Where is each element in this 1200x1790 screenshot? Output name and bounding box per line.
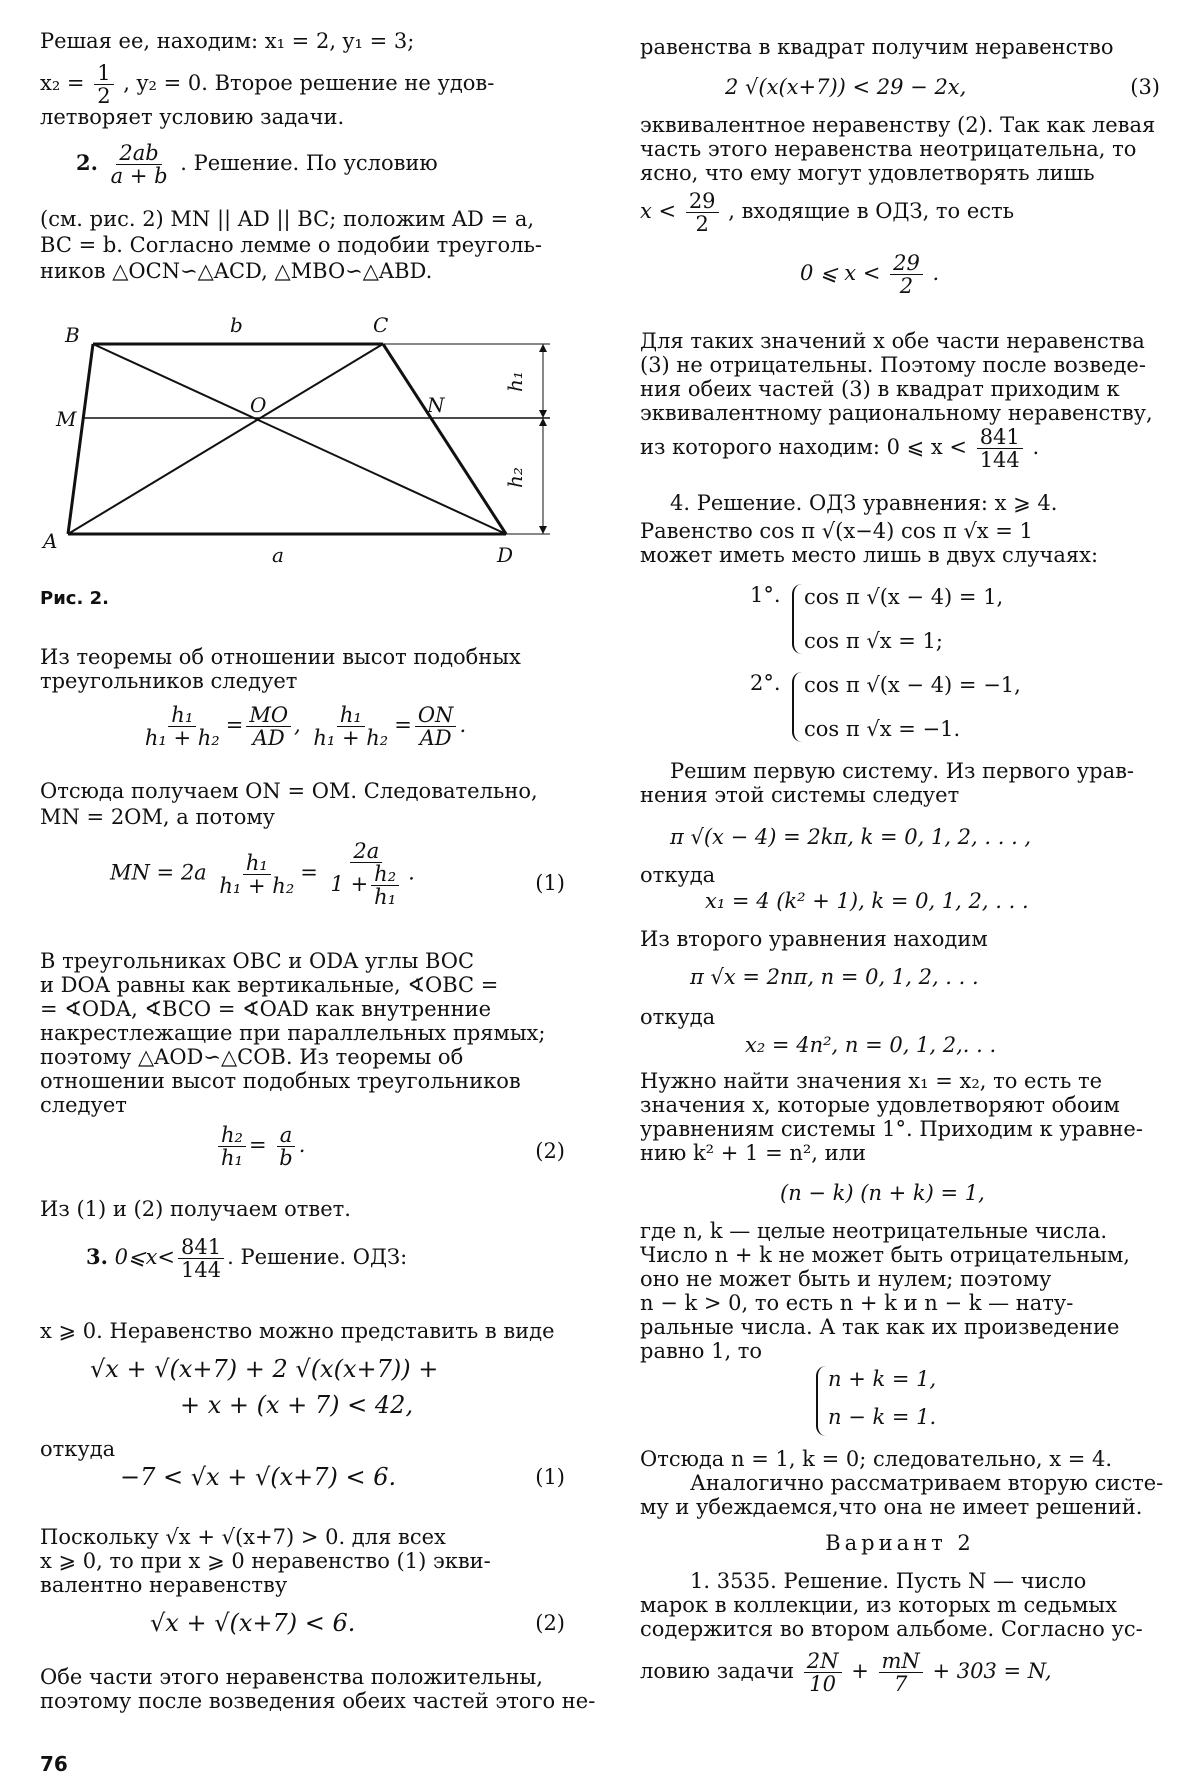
text-line: отношении высот подобных треугольников	[40, 1069, 521, 1093]
figure-2-trapezoid	[40, 300, 565, 570]
denominator: b	[279, 1146, 293, 1171]
system-brace	[792, 584, 804, 654]
text-line: ральные числа. А так как их произведение	[640, 1315, 1120, 1339]
label-b-side: b	[230, 313, 243, 337]
text-span: + 303 = N,	[932, 1659, 1052, 1684]
denominator: 2	[899, 274, 914, 299]
equation-k: π √(x − 4) = 2kπ, k = 0, 1, 2, . . . ,	[670, 825, 1032, 849]
numerator: a	[277, 1124, 296, 1147]
numerator: 2ab	[116, 142, 161, 165]
text-line: Для таких значений x обе части неравенства	[640, 329, 1145, 353]
denominator: h₁ + h₂	[219, 873, 295, 898]
problem-4-heading: 4. Решение. ОДЗ уравнения: x ⩾ 4.	[670, 491, 1058, 515]
text-line: Решим первую систему. Из первого урав-	[670, 759, 1135, 783]
diagonal-ac	[68, 344, 383, 534]
denominator: 10	[809, 1672, 836, 1697]
numerator: 29	[890, 252, 923, 275]
text-line: Решая ее, находим: x₁ = 2, y₁ = 3;	[40, 29, 415, 53]
text-line: n − k > 0, то есть n + k и n − k — нату-	[640, 1291, 1074, 1315]
denominator: a + b	[110, 164, 168, 189]
equation-number: (3)	[1130, 75, 1160, 99]
inequality-3	[725, 74, 1160, 100]
label-m: M	[56, 407, 77, 431]
fraction	[246, 704, 291, 749]
arrow-head	[539, 526, 547, 534]
numerator: 2N	[804, 1650, 842, 1673]
numerator: 841	[178, 1236, 224, 1259]
label-o: O	[250, 393, 267, 417]
label-a-side: a	[272, 543, 284, 567]
denominator: 144	[979, 448, 1020, 473]
equation-number: (1)	[535, 871, 565, 895]
text-line: Отсюда n = 1, k = 0; следовательно, x = 4.	[640, 1447, 1113, 1471]
label-d-vertex: D	[497, 543, 514, 567]
text-span: . Решение. ОДЗ:	[227, 1245, 408, 1270]
system-2-eq-a: cos π √(x − 4) = −1,	[804, 673, 1021, 697]
fraction	[142, 704, 223, 749]
text-line: Нужно найти значения x₁ = x₂, то есть те	[640, 1069, 1103, 1093]
text-line: x ⩾ 0. Неравенство можно представить в виде	[40, 1319, 555, 1343]
text-span: √x + √(x+7) < 6.	[150, 1609, 356, 1637]
text-line: му и убеждаемся,что она не имеет решений.	[640, 1495, 1143, 1519]
fraction	[310, 704, 391, 749]
text-line: поэтому после возведения обеих частей этого не-	[40, 1689, 596, 1713]
fraction	[218, 1124, 246, 1169]
text-line: ясно, что ему могут удовлетворять лишь	[640, 161, 1095, 185]
fraction	[804, 1650, 842, 1695]
text-line: оно не может быть и нулем; поэтому	[640, 1267, 1052, 1291]
text-line: эквивалентному рациональному неравенству,	[640, 401, 1153, 425]
text-span: из которого находим: 0 ⩽ x <	[640, 435, 967, 460]
text-span: 0⩽x<	[114, 1245, 176, 1270]
numerator: mN	[879, 1650, 923, 1673]
equation-number: (2)	[535, 1611, 565, 1635]
text-line: где n, k — целые неотрицательные числа.	[640, 1219, 1108, 1243]
text-span: 1 +	[330, 872, 369, 897]
text-line	[40, 62, 494, 107]
text-span: MN = 2a	[110, 860, 207, 885]
text-span: −7 < √x + √(x+7) < 6.	[120, 1463, 397, 1491]
fraction	[328, 840, 406, 908]
numerator: 29	[686, 190, 719, 213]
text-line: часть этого неравенства неотрицательна, то	[640, 137, 1137, 161]
text-line: (см. рис. 2) MN || AD || BC; положим AD = a,	[40, 207, 535, 231]
system-brace	[792, 672, 804, 742]
system-3-eq-a: n + k = 1,	[828, 1367, 937, 1391]
text-span: 0 ⩽ x <	[800, 261, 881, 286]
inequality-1	[120, 1464, 565, 1490]
text-line: откуда	[40, 1437, 116, 1461]
numerator: ON	[415, 704, 457, 727]
fraction	[415, 704, 457, 749]
system-brace	[816, 1366, 828, 1436]
text-span: , входящие в ОДЗ, то есть	[728, 199, 1015, 224]
text-line: откуда	[640, 1005, 716, 1029]
text-line: уравнениям системы 1°. Приходим к уравне-	[640, 1117, 1143, 1141]
text-line: следует	[40, 1093, 127, 1117]
fraction	[216, 852, 297, 897]
text-span: . Решение. По условию	[180, 151, 438, 176]
figure-caption: Рис. 2.	[40, 588, 109, 609]
equation-number: (1)	[535, 1465, 565, 1489]
text-line	[640, 426, 1039, 471]
arrow-head	[539, 418, 547, 426]
text-line: равенства в квадрат получим неравенство	[640, 35, 1114, 59]
text-span: +	[851, 1659, 869, 1684]
text-line: содержится во втором альбоме. Согласно ус-	[640, 1617, 1143, 1641]
text-line: эквивалентное неравенству (2). Так как левая	[640, 113, 1156, 137]
numerator: h₁	[243, 852, 271, 875]
text-line: x ⩾ 0, то при x ⩾ 0 неравенство (1) экви-	[40, 1549, 491, 1573]
text-line: Обе части этого неравенства положительны,	[40, 1665, 543, 1689]
equation-1: MN = 2a $\frac{\text{h₁}}{\text{h₁ + h₂}}$ = 2a 1 + $\frac{\text{h₂}}{\text{h₁}}$ . (1)	[110, 839, 565, 910]
text-line: поэтому △AOD∽△COB. Из теоремы об	[40, 1045, 464, 1069]
text-line: ния обеих частей (3) в квадрат приходим к	[640, 377, 1120, 401]
label-b-vertex: B	[65, 323, 80, 347]
text-line: Отсюда получаем ON = OM. Следовательно,	[40, 779, 538, 803]
fraction	[879, 1650, 923, 1695]
problem-number: 2.	[76, 150, 98, 176]
equation-number: (2)	[535, 1139, 565, 1163]
problem-3-heading	[40, 1236, 407, 1281]
system-2-eq-b: cos π √x = −1.	[804, 717, 961, 741]
equation-x2: x₂ = 4n², n = 0, 1, 2,. . .	[745, 1033, 997, 1057]
fraction	[890, 252, 923, 297]
system-3-eq-b: n − k = 1.	[828, 1405, 937, 1429]
system-label: 2°.	[750, 671, 781, 695]
text-span: 2 √(x(x+7)) < 29 − 2x,	[725, 75, 967, 99]
equation-expanded-b: + x + (x + 7) < 42,	[180, 1391, 414, 1419]
text-line	[640, 1650, 1052, 1695]
label-c-vertex: C	[373, 313, 389, 337]
equation-expanded-a: √x + √(x+7) + 2 √(x(x+7)) +	[90, 1355, 439, 1383]
label-n: N	[427, 393, 445, 417]
text-line: Равенство cos π √(x−4) cos π √x = 1	[640, 519, 1033, 543]
fraction	[686, 190, 719, 235]
text-span: , y₂ = 0. Второе решение не удов-	[123, 71, 495, 96]
equation-product: (n − k) (n + k) = 1,	[780, 1181, 985, 1205]
text-line: ников △OCN∽△ACD, △MBO∽△ABD.	[40, 259, 433, 283]
system-1-eq-b: cos π √x = 1;	[804, 629, 943, 653]
numerator: h₂	[218, 1124, 246, 1147]
text-line: Из второго уравнения находим	[640, 927, 988, 951]
text-line: Из (1) и (2) получаем ответ.	[40, 1197, 351, 1221]
inequality-domain	[800, 252, 939, 297]
equation-ratios: $\frac{\text{h₁}}{\text{h₁ + h₂}}$ = $\frac{MO}{AD}$ , $\frac{\text{h₁}}{\text{h₁ + h₂}}$ = $\frac{ON}{AD}$ .	[40, 704, 565, 749]
system-1-eq-a: cos π √(x − 4) = 1,	[804, 585, 1004, 609]
denominator: h₁ + h₂	[313, 726, 389, 751]
equation-x1: x₁ = 4 (k² + 1), k = 0, 1, 2, . . .	[705, 889, 1029, 913]
denominator: AD	[252, 726, 285, 751]
system-label: 1°.	[750, 583, 781, 607]
denominator: 144	[181, 1258, 222, 1283]
section-heading-variant-2: Вариант 2	[825, 1531, 975, 1555]
text-line: (3) не отрицательны. Поэтому после возведе-	[640, 353, 1146, 377]
problem-number: 3.	[86, 1244, 108, 1270]
denominator	[328, 863, 406, 908]
denominator: h₁ + h₂	[144, 726, 220, 751]
denominator: h₁	[374, 885, 397, 910]
numerator: h₂	[371, 863, 399, 886]
fraction	[371, 863, 399, 908]
label-h2: h₂	[503, 467, 527, 488]
denominator: 2	[695, 212, 709, 237]
side-ab	[68, 344, 93, 534]
text-line: треугольников следует	[40, 669, 298, 693]
fraction	[977, 426, 1023, 471]
equation-2: $\frac{\text{h₂}}{\text{h₁}}$ = $\frac{a}{b}$ . (2)	[215, 1124, 565, 1169]
text-line: валентно неравенству	[40, 1573, 288, 1597]
equation-n: π √x = 2nπ, n = 0, 1, 2, . . .	[690, 965, 979, 989]
text-line: 1. 3535. Решение. Пусть N — число	[690, 1569, 1087, 1593]
text-line: равно 1, то	[640, 1339, 763, 1363]
fraction	[94, 62, 113, 107]
text-line: MN = 2OM, а потому	[40, 805, 276, 829]
numerator: MO	[246, 704, 291, 727]
label-a-vertex: A	[43, 529, 58, 553]
text-line: Аналогично рассматриваем вторую систе-	[690, 1471, 1164, 1495]
arrow-head	[539, 344, 547, 352]
text-line: BC = b. Согласно лемме о подобии треуголь-	[40, 233, 543, 257]
text-line: Из теоремы об отношении высот подобных	[40, 645, 521, 669]
text-line: = ∢ODA, ∢BCO = ∢OAD как внутренние	[40, 997, 492, 1021]
denominator: 2	[97, 84, 111, 109]
text-line: и DOA равны как вертикальные, ∢OBC =	[40, 973, 499, 997]
text-line: летворяет условию задачи.	[40, 105, 345, 129]
fraction	[108, 142, 171, 187]
numerator: h₁	[168, 704, 196, 727]
text-span: .	[1032, 435, 1040, 460]
label-h1: h₁	[503, 371, 527, 392]
problem-2-heading	[40, 142, 438, 187]
text-span: ловию задачи	[640, 1659, 795, 1684]
arrow-head	[539, 410, 547, 418]
text-line: значения x, которые удовлетворяют обоим	[640, 1093, 1120, 1117]
denominator: AD	[419, 726, 452, 751]
denominator: 7	[893, 1672, 908, 1697]
text-line: нения этой системы следует	[640, 783, 960, 807]
text-line: откуда	[640, 863, 716, 887]
text-line	[640, 190, 1014, 235]
text-line: Поскольку √x + √(x+7) > 0. для всех	[40, 1525, 446, 1549]
text-line: может иметь место лишь в двух случаях:	[640, 543, 1099, 567]
text-line: нию k² + 1 = n², или	[640, 1141, 866, 1165]
text-span: x₂ =	[40, 71, 85, 96]
page-number: 76	[40, 1752, 68, 1776]
text-line: накрестлежащие при параллельных прямых;	[40, 1021, 546, 1045]
text-line: марок в коллекции, из которых m седьмых	[640, 1593, 1117, 1617]
text-span: x <	[640, 199, 677, 224]
inequality-2	[150, 1610, 565, 1636]
fraction	[178, 1236, 224, 1281]
numerator: 841	[977, 426, 1023, 449]
denominator: h₁	[221, 1146, 243, 1171]
numerator: 2a	[350, 840, 382, 863]
fraction	[276, 1124, 295, 1169]
text-line: В треугольниках OBC и ODA углы BOC	[40, 949, 475, 973]
text-line: Число n + k не может быть отрицательным,	[640, 1243, 1130, 1267]
text-span: .	[932, 261, 940, 286]
numerator: 1	[94, 62, 113, 85]
numerator: h₁	[337, 704, 365, 727]
